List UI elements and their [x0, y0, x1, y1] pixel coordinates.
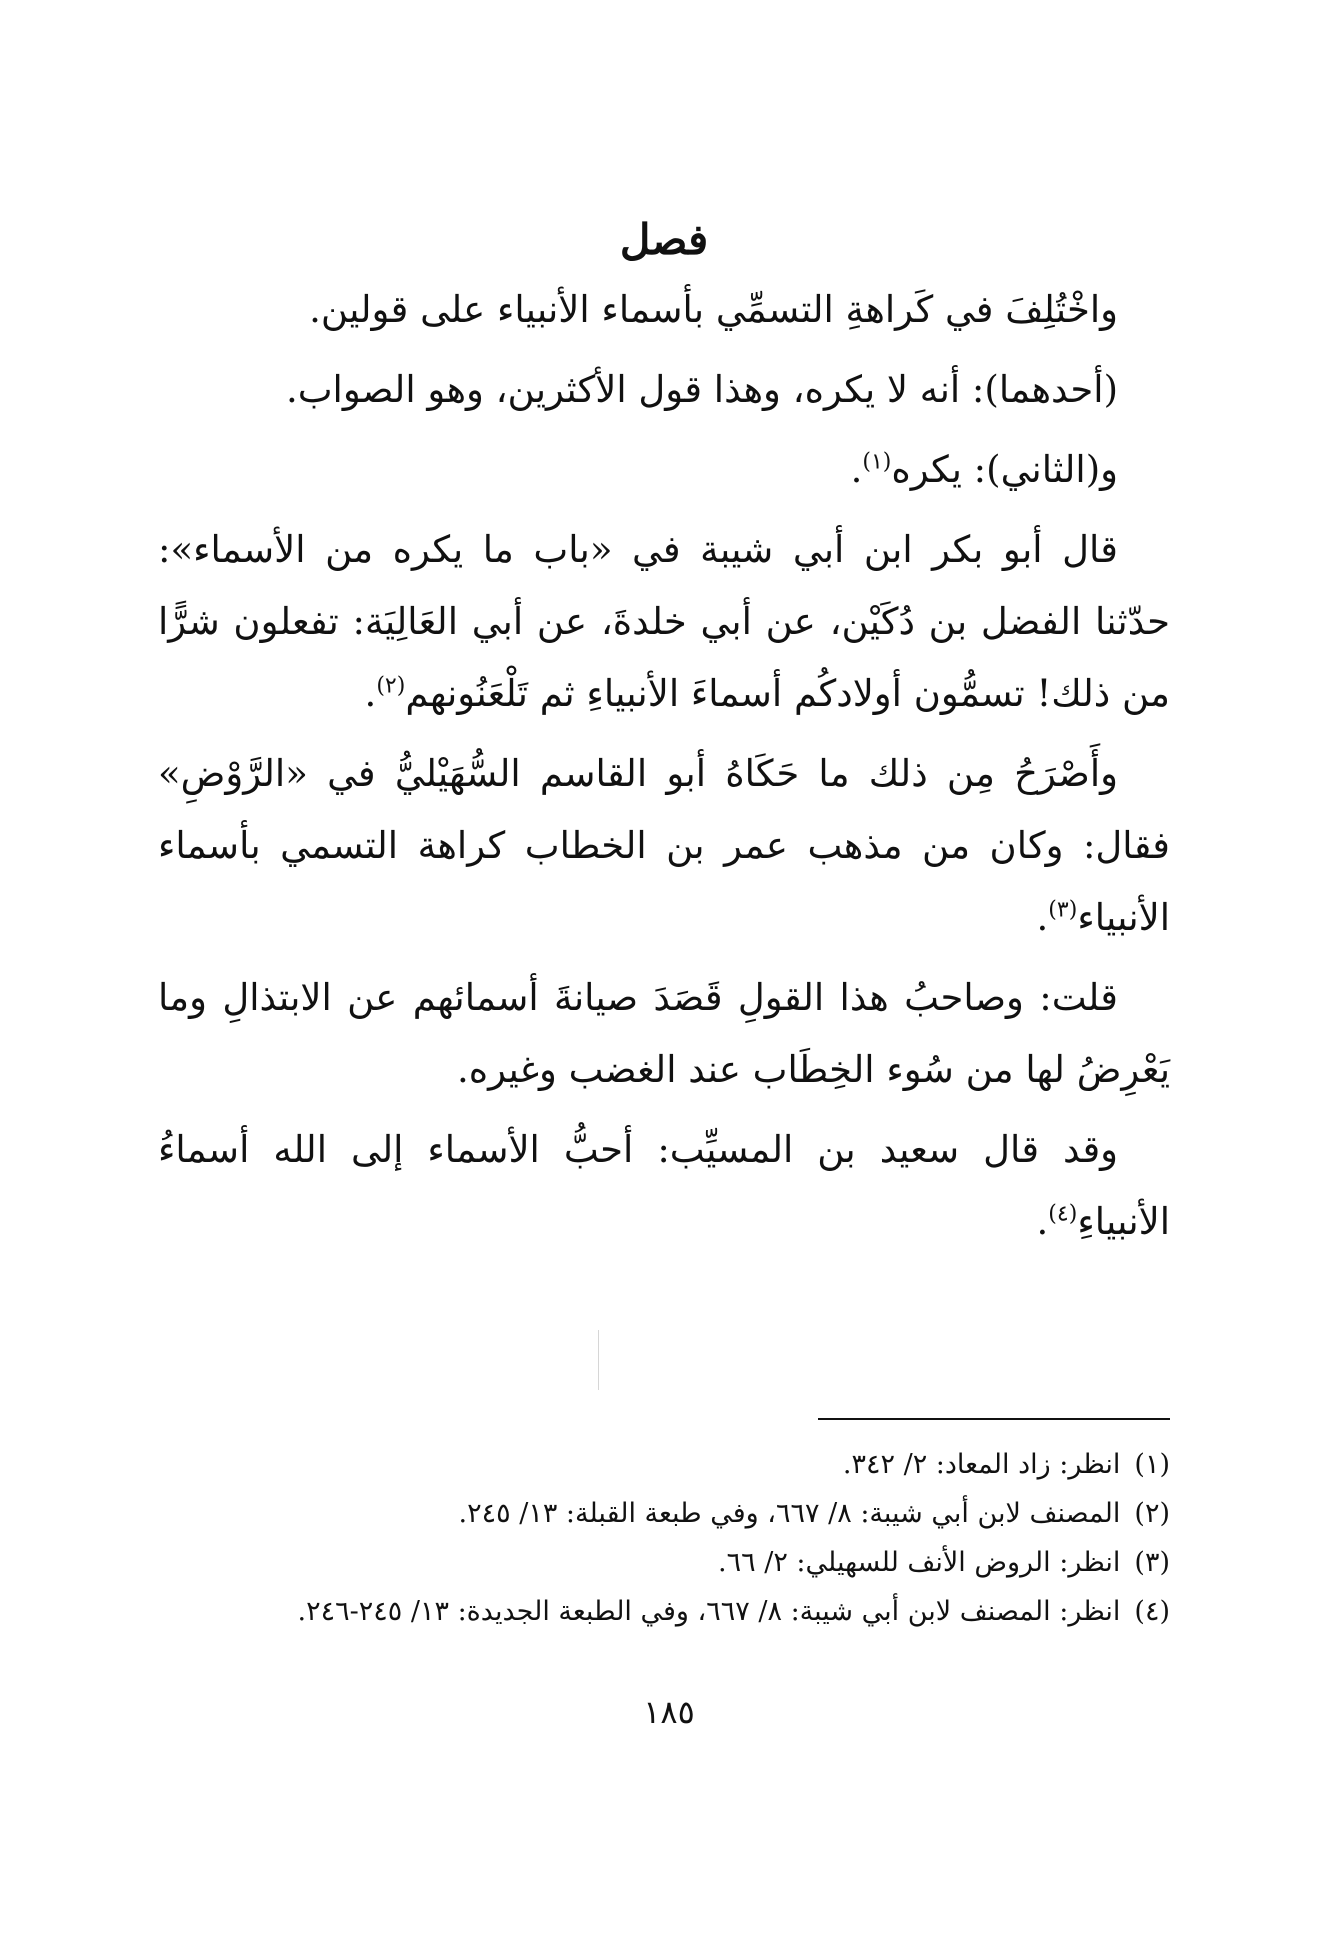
footnote-marker: (٢)	[376, 673, 406, 699]
paragraph-end: .	[850, 448, 863, 491]
paragraph-text: و(الثاني): يكره	[891, 448, 1118, 491]
footnote-text: المصنف لابن أبي شيبة: ٨/ ٦٦٧، وفي طبعة القبلة: ١٣/ ٢٤٥.	[458, 1498, 1121, 1529]
footnote-marker: (١)	[862, 449, 892, 475]
footnote-item	[158, 1489, 1170, 1538]
paragraph-2	[158, 354, 1170, 426]
paragraph-end: .	[1036, 896, 1049, 939]
paragraph-text: قلت: وصاحبُ هذا القولِ قَصَدَ صيانةَ أسمائهم عن الابتذالِ وما يَعْرِضُ لها من سُوء الخِطَاب عند الغضب وغيره.	[158, 976, 1170, 1091]
footnote-text: انظر: زاد المعاد: ٢/ ٣٤٢.	[842, 1449, 1121, 1480]
footnotes	[158, 1440, 1170, 1636]
footnote-text: انظر: المصنف لابن أبي شيبة: ٨/ ٦٦٧، وفي الطبعة الجديدة: ١٣/ ٢٤٥-٢٤٦.	[297, 1596, 1121, 1627]
footnote-marker: (٤)	[1048, 1201, 1078, 1227]
paragraph-3	[158, 434, 1170, 506]
section-heading: فصل	[619, 215, 709, 264]
footnote-marker: (٣)	[1048, 897, 1078, 923]
paragraph-4	[158, 514, 1170, 730]
footnote-separator	[818, 1418, 1170, 1420]
paragraph-text: قال أبو بكر ابن أبي شيبة في «باب ما يكره من الأسماء»: حدّثنا الفضل بن دُكَيْن، عن أبي خلدةَ، عن أبي العَالِيَة: تفعلون شرًّا من ذلك! تسمُّون أولادكُم أسماءَ الأنبياءِ ثم تَلْعَنُونهم	[158, 528, 1170, 715]
paragraph-5	[158, 738, 1170, 954]
footnote-number: (٤)	[1134, 1596, 1170, 1627]
footnote-item	[158, 1538, 1170, 1587]
paragraph-6	[158, 962, 1170, 1106]
paragraph-text: (أحدهما): أنه لا يكره، وهذا قول الأكثرين، وهو الصواب.	[285, 368, 1118, 411]
footnote-text: انظر: الروض الأنف للسهيلي: ٢/ ٦٦.	[718, 1547, 1121, 1578]
footnote-item	[158, 1440, 1170, 1489]
paragraph-end: .	[1036, 1200, 1049, 1243]
paragraph-text: واخْتُلِفَ في كَراهةِ التسمِّي بأسماء الأنبياء على قولين.	[309, 288, 1118, 331]
paragraph-text: وأَصْرَحُ مِن ذلك ما حَكَاهُ أبو القاسم السُّهَيْليُّ في «الرَّوْضِ» فقال: وكان من مذهب عمر بن الخطاب كراهة التسمي بأسماء الأنبياء	[158, 752, 1170, 939]
scan-artifact-line	[598, 1330, 599, 1390]
footnote-item	[158, 1587, 1170, 1636]
paragraph-text: وقد قال سعيد بن المسيِّب: أحبُّ الأسماء إلى الله أسماءُ الأنبياءِ	[158, 1128, 1170, 1243]
main-text	[158, 210, 1170, 1266]
paragraph-7	[158, 1114, 1170, 1258]
page-number: ١٨٥	[643, 1693, 695, 1731]
footnote-number: (٢)	[1134, 1498, 1170, 1529]
paragraph-1	[158, 274, 1170, 346]
paragraph-end: .	[364, 672, 377, 715]
footnote-number: (٣)	[1134, 1547, 1170, 1578]
footnote-number: (١)	[1134, 1449, 1170, 1480]
